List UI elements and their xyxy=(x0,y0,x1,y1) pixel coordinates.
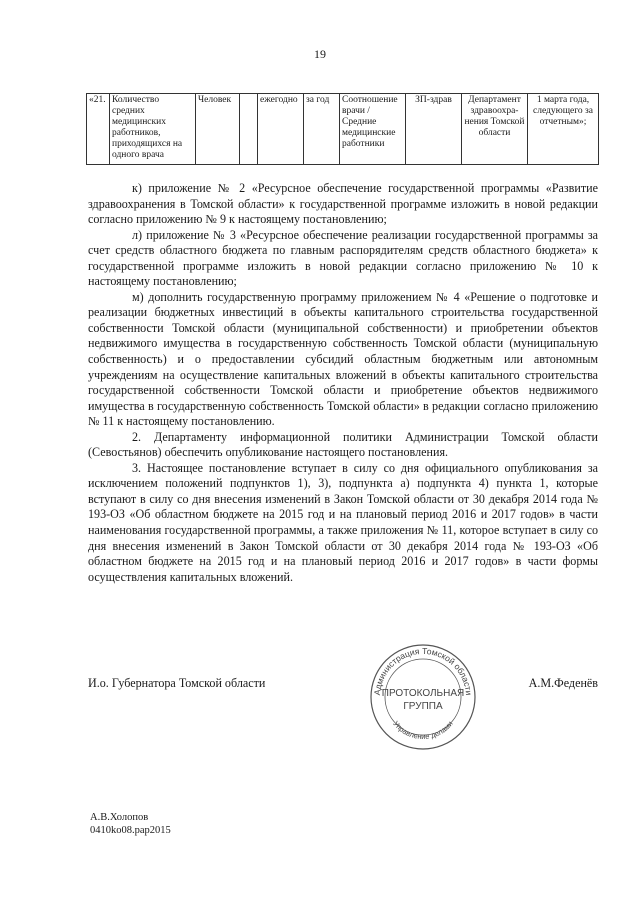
paragraph: м) дополнить государственную программу приложением № 4 «Решение о подготовке и реализации бюджетных инвестиций в объекты капитального строительства государственной собственности Томской области (муниципальной собственности) и приобретении объектов недвижимого имущества в государственную собственность Томской области (муниципальную собственность) и о предоставлении субсидий областным бюджетным или автономным учреждениям на осуществление капитальных вложений в объекты капитального строительства государственной собственности Томской области и приобретение объектов недвижимого имущества в государственную собственность Томской области» в редакции согласно приложению № 11 к настоящему постановлению. xyxy=(88,289,598,429)
stamp-center-line1: ПРОТОКОЛЬНАЯ xyxy=(381,688,465,699)
table-cell-frequency: ежегодно xyxy=(258,94,304,165)
table-cell-indicator: Количество средних медицинских работников, приходящихся на одного врача xyxy=(110,94,196,165)
svg-text:Управление делами xyxy=(391,719,454,741)
table-cell-empty xyxy=(240,94,258,165)
paragraph: 3. Настоящее постановление вступает в силу со дня официального опубликования за исключением положений подпунктов 1), 3), подпункта а) подпункта 4) пункта 1, которые вступают в силу со дня внесения изменений в Закон Томской области от 30 декабря 2014 года № 193-ОЗ «Об областном бюджете на 2015 год и на плановый период 2016 и 2017 годов» в части наименования государственной программы, а также приложения № 11, которое вступает в силу со дня внесения изменений в Закон Томской области от 30 декабря 2014 года № 193-ОЗ «Об областном бюджете на 2015 год и на плановый период 2016 и 2017 годов» в части формы осуществления капитальных вложений. xyxy=(88,460,598,584)
protocol-stamp xyxy=(368,642,478,752)
stamp-ring-text: Администрация Томской области xyxy=(371,645,475,696)
table-cell-deadline: 1 марта года, следующего за отчетным»; xyxy=(528,94,599,165)
signatory-position: И.о. Губернатора Томской области xyxy=(88,676,266,690)
footer-executor xyxy=(90,811,171,837)
signatory-name: А.М.Феденёв xyxy=(528,676,598,690)
stamp-center-line2: ГРУППА xyxy=(403,701,443,712)
document-code: 0410ko08.pap2015 xyxy=(90,825,171,836)
table-cell-responsible: Департамент здравоохра-нения Томской области xyxy=(462,94,528,165)
paragraph: л) приложение № 3 «Ресурсное обеспечение реализации государственной программы за счет средств областного бюджета по главным распорядителям средств областного бюджета» к государственной программе изложить в новой редакции согласно приложению № 10 к настоящему постановлению; xyxy=(88,227,598,289)
paragraph: 2. Департаменту информационной политики Администрации Томской области (Севостьянов) обеспечить опубликование настоящего постановления. xyxy=(88,429,598,460)
table-cell-formula: Соотношение врачи / Средние медицинские работники xyxy=(340,94,406,165)
indicator-table xyxy=(86,93,599,165)
executor-name: А.В.Холопов xyxy=(90,812,149,823)
table-cell-unit: Человек xyxy=(196,94,240,165)
paragraph: к) приложение № 2 «Ресурсное обеспечение государственной программы «Развитие здравоохранения в Томской области» к государственной программе изложить в новой редакции согласно приложению № 9 к настоящему постановлению; xyxy=(88,181,598,227)
table-cell-number: «21. xyxy=(87,94,110,165)
stamp-bottom-text: Управление делами xyxy=(391,719,455,742)
body-text xyxy=(88,181,598,585)
table-cell-source: ЗП-здрав xyxy=(406,94,462,165)
page-number: 19 xyxy=(314,47,326,61)
table-row xyxy=(87,94,599,165)
table-cell-period: за год xyxy=(304,94,340,165)
